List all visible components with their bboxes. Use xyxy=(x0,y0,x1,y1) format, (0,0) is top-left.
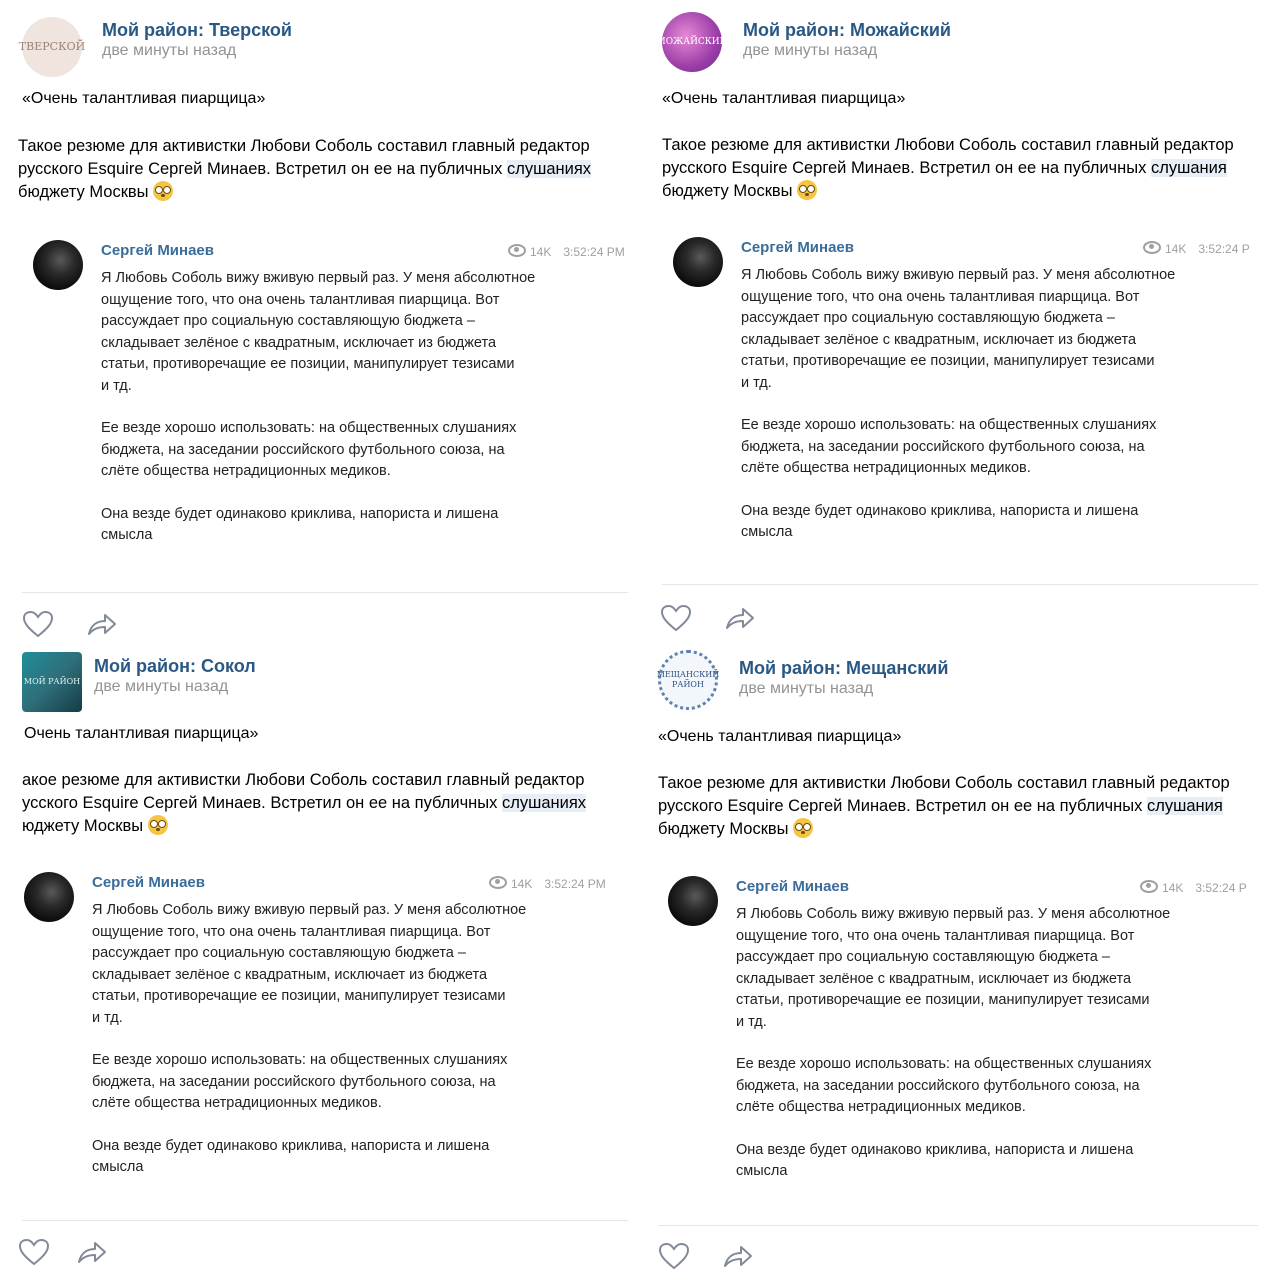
quote-text xyxy=(741,265,1175,565)
share-button[interactable] xyxy=(86,610,118,638)
quote-line: смысла xyxy=(92,1159,144,1175)
eye-icon xyxy=(1143,241,1161,254)
post-body-text: русского Esquire Сергей Минаев. Встретил он ее на публичных xyxy=(18,160,507,178)
quote-line: статьи, противоречащие ее позиции, манипулирует тезисами xyxy=(736,992,1150,1008)
post-body-line xyxy=(658,795,1230,818)
quote-paragraph xyxy=(92,1050,526,1115)
quote-paragraph xyxy=(101,268,535,397)
highlighted-word: слушания xyxy=(1150,159,1227,177)
group-name-link[interactable]: Мой район: Тверской xyxy=(102,20,292,40)
quote-line: Я Любовь Соболь вижу вживую первый раз. У меня абсолютное xyxy=(101,270,536,286)
share-arrow-icon xyxy=(722,1242,754,1270)
quote-line: Ее везде хорошо использовать: на общественных слушаниях xyxy=(736,1056,1152,1072)
quote-line: Я Любовь Соболь вижу вживую первый раз. У меня абсолютное xyxy=(736,906,1171,922)
post-sokol xyxy=(0,640,620,1280)
like-button[interactable] xyxy=(22,610,54,638)
quote-line: смысла xyxy=(736,1163,788,1179)
quote-line: Она везде будет одинаково криклива, напориста и лишена xyxy=(741,502,1139,519)
post-body-line xyxy=(18,158,591,181)
post-meshchansky xyxy=(640,640,1260,1280)
like-button[interactable] xyxy=(660,604,692,632)
post-divider xyxy=(662,584,1258,585)
quote-line: слёте общества нетрадиционных медиков. xyxy=(736,1099,1026,1115)
group-avatar[interactable] xyxy=(656,12,728,72)
quote-line: ощущение того, что она очень талантливая пиарщица. Вот xyxy=(101,291,500,308)
post-divider xyxy=(22,592,628,593)
quote-line: ощущение того, что она очень талантливая пиарщица. Вот xyxy=(741,288,1140,305)
quote-paragraph xyxy=(741,265,1175,394)
quote-line: рассуждает про социальную составляющую бюджета – xyxy=(736,949,1110,965)
quote-line: Она везде будет одинаково криклива, напориста и лишена xyxy=(92,1137,490,1154)
post-body-line xyxy=(658,818,1230,841)
quote-line: рассуждает про социальную составляющую бюджета – xyxy=(92,945,466,961)
post-time[interactable]: две минуты назад xyxy=(739,680,874,697)
quote-line: статьи, противоречащие ее позиции, манипулирует тезисами xyxy=(101,356,515,372)
post-body-text: юджету Москвы xyxy=(22,817,148,835)
post-body-text: усского Esquire Сергей Минаев. Встретил он ее на публичных xyxy=(22,794,502,812)
quote-line: Она везде будет одинаково криклива, напориста и лишена xyxy=(101,505,499,522)
view-count: 14K xyxy=(1165,242,1187,256)
group-name-link[interactable]: Мой район: Сокол xyxy=(94,656,256,676)
quote-paragraph xyxy=(101,504,535,547)
post-body-line xyxy=(18,181,591,204)
quote-line: Ее везде хорошо использовать: на общественных слушаниях xyxy=(101,420,517,436)
post-headline: «Очень талантливая пиарщица» xyxy=(22,90,266,107)
post-body xyxy=(22,769,586,838)
heart-icon xyxy=(658,1242,690,1270)
highlighted-word: слушания xyxy=(1146,797,1223,815)
post-body-line: Такое резюме для активистки Любови Соболь составил главный редактор xyxy=(18,137,590,155)
message-time: 3:52:24 PM xyxy=(563,245,625,259)
group-avatar[interactable] xyxy=(18,17,86,77)
like-button[interactable] xyxy=(18,1238,50,1266)
post-body-text: бюджету Москвы xyxy=(18,183,154,201)
share-button[interactable] xyxy=(724,604,756,632)
quote-line: складывает зелёное с квадратным, исключает из бюджета xyxy=(741,331,1137,348)
quote-line: складывает зелёное с квадратным, исключает из бюджета xyxy=(101,334,497,351)
quote-line: ощущение того, что она очень талантливая пиарщица. Вот xyxy=(92,923,491,940)
quote-line: статьи, противоречащие ее позиции, манипулирует тезисами xyxy=(92,988,506,1004)
quote-line: и тд. xyxy=(741,374,772,391)
quote-paragraph xyxy=(92,1136,526,1179)
post-body-line xyxy=(22,792,586,815)
eye-icon xyxy=(1140,880,1158,893)
quote-line: и тд. xyxy=(736,1013,767,1030)
view-count: 14K xyxy=(1162,881,1184,895)
group-avatar[interactable] xyxy=(22,652,82,712)
quote-line: Ее везде хорошо использовать: на общественных слушаниях xyxy=(92,1052,508,1068)
quote-text xyxy=(101,268,535,568)
post-divider xyxy=(22,1220,628,1221)
heart-icon xyxy=(18,1238,50,1266)
post-time[interactable]: две минуты назад xyxy=(102,42,237,59)
post-body xyxy=(18,135,591,204)
highlighted-word: слушаниях xyxy=(506,160,592,178)
quote-line: слёте общества нетрадиционных медиков. xyxy=(101,463,391,479)
heart-icon xyxy=(22,610,54,638)
post-body-line xyxy=(662,180,1234,203)
post-time[interactable]: две минуты назад xyxy=(743,42,878,59)
author-name: Сергей Минаев xyxy=(101,242,214,259)
post-body-line: Такое резюме для активистки Любови Соболь составил главный редактор xyxy=(658,774,1230,792)
quote-line: Я Любовь Соболь вижу вживую первый раз. У меня абсолютное xyxy=(741,267,1176,283)
post-body xyxy=(662,134,1234,203)
message-time: 3:52:24 P xyxy=(1198,242,1250,256)
message-time: 3:52:24 PM xyxy=(544,877,606,891)
share-arrow-icon xyxy=(76,1238,108,1266)
quote-text xyxy=(736,904,1170,1204)
group-avatar-label: МОЙ РАЙОН xyxy=(23,677,81,686)
quote-paragraph xyxy=(736,1140,1170,1183)
post-body-text: бюджету Москвы xyxy=(658,820,794,838)
eye-icon xyxy=(489,876,507,889)
group-avatar[interactable] xyxy=(658,650,718,710)
author-avatar xyxy=(33,240,83,290)
message-meta xyxy=(489,876,606,891)
message-meta xyxy=(1140,880,1247,895)
view-count: 14K xyxy=(511,877,533,891)
author-avatar xyxy=(673,237,723,287)
quote-line: слёте общества нетрадиционных медиков. xyxy=(92,1095,382,1111)
post-body-text: бюджету Москвы xyxy=(662,182,798,200)
like-button[interactable] xyxy=(658,1242,690,1270)
author-name: Сергей Минаев xyxy=(736,878,849,895)
quote-paragraph xyxy=(741,415,1175,480)
quote-line: складывает зелёное с квадратным, исключает из бюджета xyxy=(92,966,488,983)
group-avatar-label: МЕЩАНСКИЙ РАЙОН xyxy=(656,670,720,689)
quote-paragraph xyxy=(101,418,535,483)
quote-paragraph xyxy=(736,1054,1170,1119)
quote-line: Я Любовь Соболь вижу вживую первый раз. У меня абсолютное xyxy=(92,902,527,918)
author-name: Сергей Минаев xyxy=(741,239,854,256)
quote-line: смысла xyxy=(741,524,793,540)
share-arrow-icon xyxy=(724,604,756,632)
post-body-text: русского Esquire Сергей Минаев. Встретил он ее на публичных xyxy=(662,159,1151,177)
quote-line: складывает зелёное с квадратным, исключает из бюджета xyxy=(736,970,1132,987)
post-body-line xyxy=(22,815,586,838)
flushed-face-emoji-icon xyxy=(797,180,817,200)
post-body-line: Такое резюме для активистки Любови Соболь составил главный редактор xyxy=(662,136,1234,154)
post-headline: «Очень талантливая пиарщица» xyxy=(662,90,906,107)
quote-line: и тд. xyxy=(92,1009,123,1026)
share-arrow-icon xyxy=(86,610,118,638)
post-body-line xyxy=(662,157,1234,180)
share-button[interactable] xyxy=(722,1242,754,1270)
quote-line: бюджета, на заседании российского футбольного союза, на xyxy=(736,1077,1140,1094)
quote-paragraph xyxy=(736,904,1170,1033)
quote-paragraph xyxy=(92,900,526,1029)
heart-icon xyxy=(660,604,692,632)
flushed-face-emoji-icon xyxy=(793,818,813,838)
quote-line: и тд. xyxy=(101,377,132,394)
post-tverskoy xyxy=(0,0,625,640)
group-avatar-label: МОЖАЙСКИЙ xyxy=(656,37,728,47)
quote-line: рассуждает про социальную составляющую бюджета – xyxy=(101,313,475,329)
quote-line: Ее везде хорошо использовать: на общественных слушаниях xyxy=(741,417,1157,433)
quote-line: ощущение того, что она очень талантливая пиарщица. Вот xyxy=(736,927,1135,944)
flushed-face-emoji-icon xyxy=(153,181,173,201)
quote-paragraph xyxy=(741,501,1175,544)
author-name: Сергей Минаев xyxy=(92,874,205,891)
quote-text xyxy=(92,900,526,1200)
quote-line: статьи, противоречащие ее позиции, манипулирует тезисами xyxy=(741,353,1155,369)
share-button[interactable] xyxy=(76,1238,108,1266)
flushed-face-emoji-icon xyxy=(148,815,168,835)
view-count: 14K xyxy=(530,245,552,259)
message-time: 3:52:24 P xyxy=(1195,881,1247,895)
group-name-link[interactable]: Мой район: Можайский xyxy=(743,20,951,40)
quote-line: бюджета, на заседании российского футбольного союза, на xyxy=(92,1073,496,1090)
post-headline: «Очень талантливая пиарщица» xyxy=(658,728,902,745)
author-avatar xyxy=(24,872,74,922)
highlighted-word: слушаниях xyxy=(501,794,587,812)
group-name-link[interactable]: Мой район: Мещанский xyxy=(739,658,949,678)
quote-line: смысла xyxy=(101,527,153,543)
post-time[interactable]: две минуты назад xyxy=(94,678,229,695)
eye-icon xyxy=(508,244,526,257)
post-mozhaysky xyxy=(640,0,1260,640)
post-body xyxy=(658,772,1230,841)
group-avatar-label: ТВЕРСКОЙ xyxy=(18,40,86,53)
post-headline: Очень талантливая пиарщица» xyxy=(24,725,259,742)
quote-line: слёте общества нетрадиционных медиков. xyxy=(741,460,1031,476)
quote-line: бюджета, на заседании российского футбольного союза, на xyxy=(741,438,1145,455)
message-meta xyxy=(508,244,625,259)
post-body-line: акое резюме для активистки Любови Соболь составил главный редактор xyxy=(22,771,585,789)
message-meta xyxy=(1143,241,1250,256)
quote-line: Она везде будет одинаково криклива, напориста и лишена xyxy=(736,1141,1134,1158)
quote-line: рассуждает про социальную составляющую бюджета – xyxy=(741,310,1115,326)
quote-line: бюджета, на заседании российского футбольного союза, на xyxy=(101,441,505,458)
author-avatar xyxy=(668,876,718,926)
post-divider xyxy=(658,1225,1258,1226)
post-body-text: русского Esquire Сергей Минаев. Встретил он ее на публичных xyxy=(658,797,1147,815)
